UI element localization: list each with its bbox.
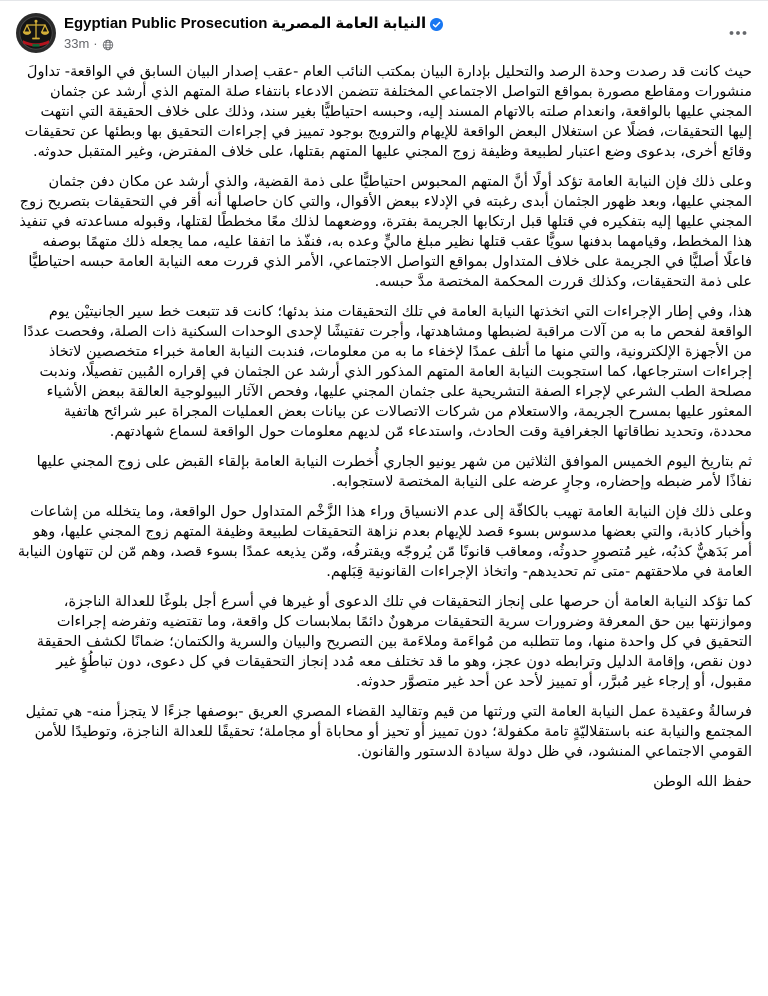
post-timestamp[interactable]: 33m bbox=[64, 36, 90, 51]
post-paragraph: وعلى ذلك فإن النيابة العامة تؤكد أولًا أنَّ المتهم المحبوس احتياطيًّا على ذمة القضية، والذي أرشد عن مكان دفن جثمان المجني عليها، وبعد ظهور الجثمان أبدى رغبته في الإدلاء ببعض الأقوال، والتي كان حاصلها أنه أقر في التحقيقات بتصريح زوج المجني عليها إليه بتفكيره في قتلها قبل ارتكابها الجريمة بفترة، ووضعهما لذلك معًا مخططًا لقتلها، وقبوله مساعدته في تنفيذ هذا المخطط، وقيامهما بدفنها سويًّا عقب قتلها نظير مبلغ ماليٍّ وعده به، فنفّذ ما اتفقا عليه، مما يجعله ذلك متهمًا بوصفه فاعلًا أصليًّا في الجريمة على خلاف المتداول بمواقع التواصل الاجتماعي، الأمر الذي قررت معه النيابة العامة حبسه احتياطيًّا على ذمة التحقيقات، وكذلك قررت المحكمة المختصة مدَّ حبسه. bbox=[19, 174, 752, 290]
post-header-meta bbox=[64, 13, 722, 52]
post-menu-button[interactable] bbox=[722, 17, 754, 49]
post-header bbox=[0, 1, 768, 55]
post-paragraph: وعلى ذلك فإن النيابة العامة تهيب بالكافّة إلى عدم الانسياق وراء هذا الزَّخْم المتداول حول الواقعة، وما يتخلله من إشاعات وأخبار كاذبة، والتي بعضها مدسوس بسوء قصد للإيهام بعدم نزاهة التحقيقات لطبيعة وظيفة المتهم زوج المجني عليها، وهو أمر بَدَهيٌّ كذبُه، غير مُتصورٍ حدوثُه، ومعاقب قانونًا مّن يُروجّه ويقترفُه، ومّن يذيعه عمدًا بسوء قصد، وهم مّن لن تتهاون النيابة العامة في ملاحقتهم -متى تم تحديدهم- واتخاذ الإجراءات القانونية قِبَلهم. bbox=[17, 504, 752, 580]
post-paragraph: ثم بتاريخ اليوم الخميس الموافق الثلاثين من شهر يونيو الجاري أُخطرت النيابة العامة بإلقاء القبض على زوج المجني عليها نفاذًا لأمر ضبطه وإحضاره، وجارٍ عرضه على النيابة المختصة لاستجوابه. bbox=[36, 454, 752, 490]
meta-separator: · bbox=[93, 36, 98, 51]
scales-of-justice-logo bbox=[16, 13, 56, 53]
ellipsis-menu-icon bbox=[728, 23, 748, 43]
post-paragraph: حيث كانت قد رصدت وحدة الرصد والتحليل بإدارة البيان بمكتب النائب العام -عقب إصدار البيان السابق في الواقعة- تداولَ منشورات ومقاطع مصورة بمواقع التواصل الاجتماعي المختلفة تتضمن الادعاء بانتفاء صلة المتهم الذي أرشد عن جثمان المجني عليها بالواقعة، وانعدام صلته بالاتهام المسند إليه، وحبسه احتياطيًّا بغير سند، وذلك على خلاف الحقيقة التي انتهت إليها التحقيقات، فضلًا عن استغلال البعض الواقعة للإيهام والترويج بوجود تمييز في إجراءات التحقيق بها وبطئها عن تحقيقات وقائع أخرى، بدعوى وضع اعتبار لطبيعة وظيفة زوج المجني عليها المتهم بقتلها، على خلاف المفترض، وغير المتقبل حدوثه. bbox=[24, 64, 752, 160]
post-text bbox=[0, 55, 768, 806]
post-paragraph: هذا، وفي إطار الإجراءات التي اتخذتها النيابة العامة في تلك التحقيقات منذ بدئها؛ كانت قد تتبعت خط سير الجانيتيْن يوم الواقعة لفحص ما به من آلات مراقبة لضبطها ومشاهدتها، وأجرت تفتيشًا لإحدى الوحدات السكنية ذات الصلة، وفحصت عددًا من الأجهزة الإلكترونية، والتي منها ما أتلف عمدًا لإخفاء ما به من معلومات، فندبت النيابة العامة خبراء متخصصين لاتخاذ إجراءات استرجاعها، كما استجوبت النيابة العامة المتهم المذكور الذي أرشد عن الجثمان في إقراره المُبين تفصيلًا، وندبت مصلحة الطب الشرعي لإجراء الصفة التشريحية على جثمان المجني عليها، وفحص الآثار البيولوجية العالقة ببعض الأشياء المعثور عليها بمسرح الجريمة، والاستعلام من شركات الاتصالات عن بيانات بعض العمليات المجراة عبر شرائح هاتفية محددة، وتحديد نطاقاتها الجغرافية وقت الحادث، واستدعاء مّن لديهم معلومات حول الواقعة لسماع شهادتهم. bbox=[23, 304, 752, 440]
page-name-row bbox=[64, 14, 722, 33]
page-avatar[interactable] bbox=[16, 13, 56, 53]
globe-icon bbox=[102, 39, 114, 51]
post-paragraph: كما تؤكد النيابة العامة أن حرصها على إنجاز التحقيقات في تلك الدعوى أو غيرها في أسرع أجل بلوغًا للعدالة الناجزة، وموازنتها بين حق المعرفة وضرورات سرية التحقيقات مرهونٌ دائمًا بملابسات كل واقعة، وما تقتضيه وتفرضه إجراءات التحقيق في كل واحدة منها، وما تتطلبه من مُواءَمة وملاءَمة بين التصريح والبيان والسرية والكتمان؛ ضمانًا لكشف الحقيقة دون نقص، وإقامة الدليل وترابطه دون عجز، وهو ما قد تختلف معه مُدد إنجاز التحقيقات في كل دعوى، دون تباطُؤٍ غير مقبول، أو إرجاء غير مُبرَّر، أو تمييز لأحد عن أحد غير متصوَّر حدوثه. bbox=[36, 594, 752, 690]
post-meta-row bbox=[64, 36, 722, 52]
post-closing-line: حفظ الله الوطن bbox=[653, 774, 752, 790]
post-paragraph: فرسالةُ وعقيدة عمل النيابة العامة التي ورثتها من قيم وتقاليد القضاء المصري العريق -بوصفها جزءًا لا يتجزأ منه- هي تمثيل المجتمع والنيابة عنه باستقلاليّةٍ تامة مكفولة؛ دون تمييز أو تحيز أو محاباة أو مجاملة؛ تحقيقًا للعدالة الناجزة، وتوطيدًا للأمن القومي الاجتماعي المنشود، في ظل دولة سيادة الدستور والقانون. bbox=[25, 704, 752, 760]
page-name-link[interactable]: Egyptian Public Prosecution النيابة العامة المصرية bbox=[64, 15, 427, 32]
verified-badge-icon bbox=[430, 18, 443, 31]
